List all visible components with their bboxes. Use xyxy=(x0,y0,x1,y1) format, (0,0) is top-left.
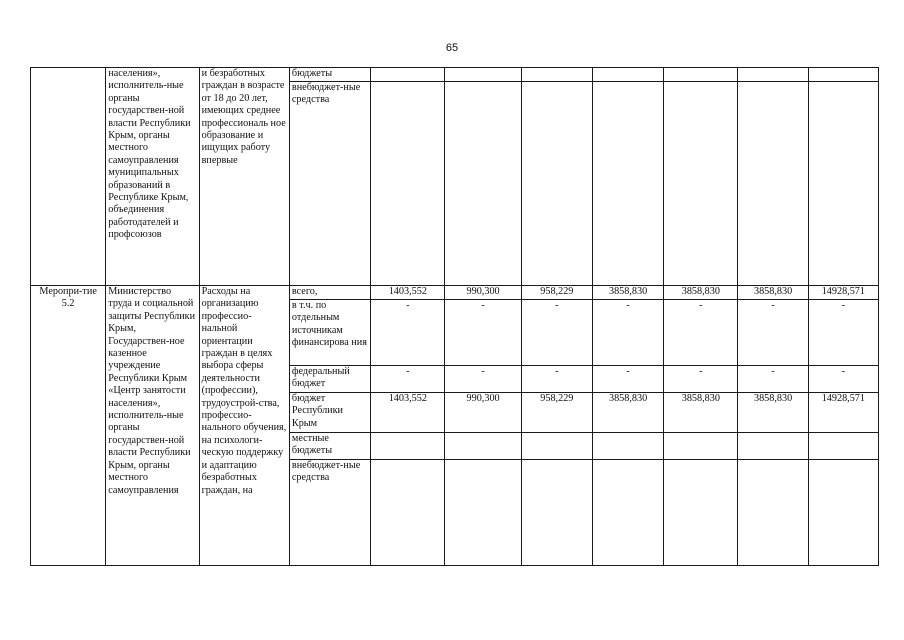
executors-cell: Министерство труда и социальной защиты Республики Крым, Государствен-ное казенное учреждение Республики Крым «Центр занятости населения», исполнитель-ные органы государствен-ной власти Республики Крым, органы местного самоуправления xyxy=(106,286,199,566)
value-cell: 14928,571 xyxy=(808,393,878,433)
value-cell: 3858,830 xyxy=(592,393,663,433)
executors-cell: населения», исполнитель-ные органы государствен-ной власти Республики Крым, органы местного самоуправления муниципальных образований в Республике Крым, объединения работодателей и профсоюзов xyxy=(106,68,199,286)
source-label: в т.ч. по отдельным источникам финансирова ния xyxy=(289,300,370,366)
value-cell: 990,300 xyxy=(445,286,521,300)
value-cell: - xyxy=(371,366,445,393)
value-cell: 3858,830 xyxy=(592,286,663,300)
value-cell: 958,229 xyxy=(521,286,592,300)
source-label: федеральный бюджет xyxy=(289,366,370,393)
value-cell: 1403,552 xyxy=(371,286,445,300)
funding-table xyxy=(30,67,879,566)
value-cell: 3858,830 xyxy=(664,286,738,300)
source-label: внебюджет-ные средства xyxy=(289,82,370,286)
value-cell: - xyxy=(445,366,521,393)
value-cell: - xyxy=(808,300,878,366)
measure-cell: Меропри-тие 5.2 xyxy=(31,286,106,566)
measure-cell xyxy=(31,68,106,286)
source-label: бюджеты xyxy=(289,68,370,82)
value-cell: 3858,830 xyxy=(738,286,808,300)
value-cell: - xyxy=(592,366,663,393)
description-cell: Расходы на организацию профессио-нальной ориентации граждан в целях выбора сферы деятельности (профессии), трудоустрой-ства, профессио-нального обучения, на психологи-ческую поддержку и адаптацию безработных граждан, на xyxy=(199,286,289,566)
value-cell: 3858,830 xyxy=(738,393,808,433)
value-cell: - xyxy=(592,300,663,366)
table-row xyxy=(31,286,879,300)
source-label: бюджет Республики Крым xyxy=(289,393,370,433)
value-cell: 990,300 xyxy=(445,393,521,433)
value-cell: - xyxy=(521,366,592,393)
value-cell: 1403,552 xyxy=(371,393,445,433)
value-cell: - xyxy=(371,300,445,366)
value-cell: - xyxy=(521,300,592,366)
value-cell: - xyxy=(738,366,808,393)
value-cell: 14928,571 xyxy=(808,286,878,300)
value-cell: - xyxy=(738,300,808,366)
page-number: 65 xyxy=(445,42,459,54)
value-cell: 3858,830 xyxy=(664,393,738,433)
source-label: местные бюджеты xyxy=(289,433,370,460)
source-label: внебюджет-ные средства xyxy=(289,460,370,566)
value-cell: - xyxy=(808,366,878,393)
value-cell: - xyxy=(445,300,521,366)
value-cell: - xyxy=(664,366,738,393)
source-label: всего, xyxy=(289,286,370,300)
table-row xyxy=(31,68,879,82)
description-cell: и безработных граждан в возрасте от 18 до 20 лет, имеющих среднее профессиональ ное образование и ищущих работу впервые xyxy=(199,68,289,286)
value-cell: 958,229 xyxy=(521,393,592,433)
value-cell: - xyxy=(664,300,738,366)
